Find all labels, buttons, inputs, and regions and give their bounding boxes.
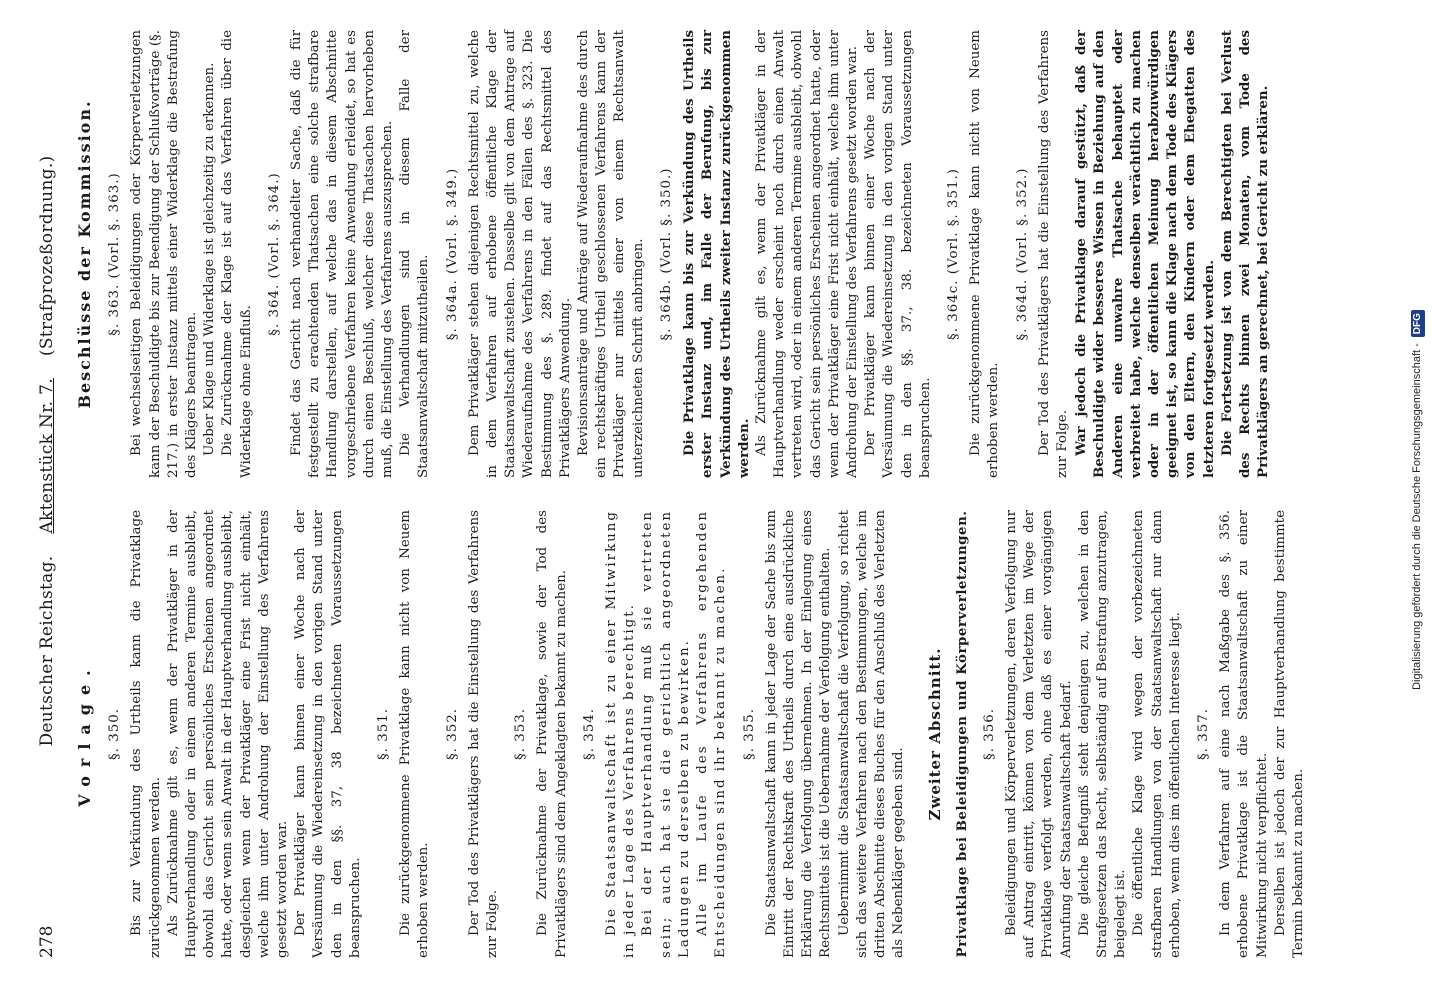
text-columns xyxy=(70,30,1308,958)
paragraph: Ueber Klage und Widerklage ist gleichzeitig zu erkennen. xyxy=(202,62,218,456)
section-heading: Zweiter Abschnitt. xyxy=(926,647,945,821)
paragraph: In dem Verfahren auf eine nach Maßgabe des §. 356. erhobene Privatklage ist die Staatsanwaltschaft zu einer Mitwirkung nicht verpflichtet. xyxy=(1218,510,1270,958)
paragraph: Dem Privatkläger stehen diejenigen Rechtsmittel zu, welche in dem Verfahren auf erhobene öffentliche Klage der Staatsanwaltschaft zustehen. Dasselbe gilt von dem Antrage auf Wiederaufnahme des Verfahrens in den Fällen des §. 323. Die Bestimmung des §. 289. findet auf das Rechtsmittel des Privatklägers Anwendung. xyxy=(466,30,573,478)
paragraph-number: §. 364c. (Vorl. §. 351.) xyxy=(945,168,961,340)
paragraph-number: §. 352. xyxy=(444,707,460,761)
paragraph: Die zurückgenommene Privatklage kann nicht von Neuem erhoben werden. xyxy=(398,510,432,958)
paragraph: Findet das Gericht nach verhandelter Sache, daß die für festgestellt zu erachtenden Thatsachen eine solche strafbare Handlung darstellen, auf welche das in diesem Abschnitte vorgeschriebene Verfahren keine Anwendung erleidet, so hat es durch einen Beschluß, welcher diese Thatsachen hervorheben muß, die Einstellung des Verfahrens auszusprechen. xyxy=(289,30,396,478)
paragraph: Die öffentliche Klage wird wegen der vorbezeichneten strafbaren Handlungen von der Staatsanwaltschaft nur dann erhoben, wenn dies im öffentlichen Interesse liegt. xyxy=(1131,510,1183,958)
paragraph: Die gleiche Befugniß steht denjenigen zu, welchen in den Strafgesetzen das Recht, selbständig auf Bestrafung anzutragen, beigelegt ist. xyxy=(1076,510,1129,958)
paragraph-number: §. 364b. (Vorl. §. 350.) xyxy=(658,167,674,341)
header-right: (Strafprozeßordnung.) xyxy=(37,155,57,357)
paragraph-number: §. 354. xyxy=(581,707,597,761)
paragraph: Revisionsanträge und Anträge auf Wiederaufnahme des durch ein rechtskräftiges Urtheil geschlossenen Verfahrens kann der Privatkläger nur mittels einer von einem Rechtsanwalt unterzeichneten Schrift anbringen. xyxy=(576,30,646,478)
paragraph-number: §. 353. xyxy=(513,707,529,761)
spaced-paragraph: Bei der Hauptverhandlung muß sie vertreten sein; auch hat sie die gerichtlich angeordneten Ladungen zu derselben zu bewirken. xyxy=(640,510,692,958)
paragraph-number: §. 355. xyxy=(741,707,757,761)
spaced-paragraph: Alle im Laufe des Verfahrens ergehenden Entscheidungen sind ihr bekannt zu machen. xyxy=(695,510,729,958)
paragraph: Bis zur Verkündung des Urtheils kann die Privatklage zurückgenommen werden. xyxy=(129,510,163,958)
header-title xyxy=(38,30,56,872)
paragraph: Bei wechselseitigen Beleidigungen oder Körperverletzungen kann der Beschuldigte bis zur Beendigung der Schlußvorträge (§. 217.) in erster Instanz mittels einer Widerklage die Bestrafung des Klägers beantragen. xyxy=(129,30,200,478)
paragraph: Als Zurücknahme gilt es, wenn der Privatkläger in der Hauptverhandlung weder erscheint noch durch einen Anwalt vertreten wird, oder in einem anderen Termine ausbleibt, obwohl das Gericht sein persönliches Erscheinen angeordnet hatte, oder wenn der Privatkläger eine Frist nicht einhält, welche ihm unter Androhung der Einstellung des Verfahrens gesetzt worden war. xyxy=(753,30,860,478)
paragraph: Derselben ist jedoch der zur Hauptverhandlung bestimmte Termin bekannt zu machen. xyxy=(1272,510,1306,958)
column-title-vorlage: Vorlage. xyxy=(75,661,94,807)
paragraph: Die Zurücknahme der Klage ist auf das Verfahren über die Widerklage ohne Einfluß. xyxy=(220,30,254,478)
bold-paragraph: Die Fortsetzung ist von dem Berechtigten bei Verlust des Rechts binnen zwei Monaten, vom Tode des Privatklägers an gerechnet, bei Gericht zu erklären. xyxy=(1218,30,1272,478)
paragraph: Die Zurücknahme der Privatklage, sowie der Tod des Privatklägers sind dem Angeklagten bekannt zu machen. xyxy=(535,510,569,958)
header-left: Deutscher Reichstag. xyxy=(37,555,57,747)
paragraph-number: §. 364. (Vorl. §. 364.) xyxy=(266,172,282,336)
paragraph-number: §. 350. xyxy=(107,707,123,761)
column-title-kommission: Beschlüsse der Kommission. xyxy=(75,99,94,409)
page-header xyxy=(38,30,70,958)
paragraph: Der Privatkläger kann binnen einer Woche nach der Versäumung die Wiedereinsetzung in den vorigen Stand unter den in den §§. 37., 38. bezeichneten Voraussetzungen beanspruchen. xyxy=(863,30,933,478)
digitization-footer xyxy=(1404,0,1430,1000)
paragraph: Als Zurücknahme gilt es, wenn der Privatkläger in der Hauptverhandlung oder in einem anderen Termine ausbleibt, obwohl das Gericht sein persönliches Erscheinen angeordnet hatte, oder wenn sein Anwalt in der Hauptverhandlung ausbleibt, desgleichen wenn der Privatkläger eine Frist nicht einhält, welche ihm unter Androhung der Einstellung des Verfahrens gesetzt worden war. xyxy=(165,510,291,958)
paragraph: Die Verhandlungen sind in diesem Falle der Staatsanwaltschaft mitzutheilen. xyxy=(398,30,432,478)
paragraph: Der Tod des Privatklägers hat die Einstellung des Verfahrens zur Folge. xyxy=(466,510,501,958)
paragraph-number: §. 364a. (Vorl. §. 349.) xyxy=(444,167,460,341)
bold-paragraph: War jedoch die Privatklage darauf gestützt, daß der Beschuldigte wider besseres Wissen in Beziehung auf den Anderen eine unwahre Thatsache behauptet oder verbreitet habe, welche denselben verächtlich zu machen oder in der öffentlichen Meinung herabzuwürdigen geeignet ist, so kann die Klage nach dem Tode des Klägers von den Eltern, den Kindern oder dem Ehegatten des letzteren fortgesetzt werden. xyxy=(1073,30,1217,478)
footer-text: Digitalisierung gefördert durch die Deutsche Forschungsgemeinschaft - xyxy=(1411,343,1423,690)
dfg-logo: DFG xyxy=(1411,310,1425,337)
spaced-paragraph: Die Staatsanwaltschaft ist zu einer Mitwirkung in jeder Lage des Verfahrens berechtigt. xyxy=(604,510,638,958)
bold-paragraph: Die Privatklage kann bis zur Verkündung des Urtheils erster Instanz und, im Falle der Berufung, bis zur Verkündung des Urtheils zweiter Instanz zurückgenommen werden. xyxy=(681,30,752,478)
paragraph: Die zurückgenommene Privatklage kann nicht von Neuem erhoben werden. xyxy=(968,30,1002,478)
paragraph-number: §. 356. xyxy=(981,707,997,761)
paragraph-number: §. 357. xyxy=(1195,707,1211,761)
paragraph: Der Tod des Privatklägers hat die Einstellung des Verfahrens zur Folge. xyxy=(1036,30,1070,478)
paragraph-number: §. 351. xyxy=(376,707,392,761)
header-center: Aktenstück Nr. 7. xyxy=(37,378,57,534)
column-vorlage xyxy=(70,510,1308,958)
paragraph: Die Staatsanwaltschaft kann in jeder Lage der Sache bis zum Eintritt der Rechtskraft des Urtheils durch eine ausdrückliche Erklärung die Verfolgung übernehmen. In der Einlegung eines Rechtsmittels ist die Uebernahme der Verfolgung enthalten. xyxy=(763,510,834,958)
page-number: 278 xyxy=(37,925,57,958)
paragraph-number: §. 363. (Vorl. §. 363.) xyxy=(107,172,123,336)
paragraph-number: §. 364d. (Vorl. §. 352.) xyxy=(1014,167,1030,341)
column-body-vorlage xyxy=(106,510,1308,958)
paragraph: Der Privatkläger kann binnen einer Woche nach der Versäumung die Wiedereinsetzung in den vorigen Stand unter den in den §§. 37, 38 bezeichneten Voraussetzungen beanspruchen. xyxy=(293,510,363,958)
paragraph: Uebernimmt die Staatsanwaltschaft die Verfolgung, so richtet sich das weitere Verfahren nach den Bestimmungen, welche im dritten Abschnitte dieses Buches für den Anschluß des Verletzten als Nebenkläger gegeben sind. xyxy=(836,510,907,958)
column-kommission xyxy=(70,30,1308,478)
column-body-kommission xyxy=(106,30,1272,478)
section-title: Privatklage bei Beleidigungen und Körperverletzungen. xyxy=(953,510,970,958)
paragraph: Beleidigungen und Körperverletzungen, deren Verfolgung nur auf Antrag eintritt, können von dem Verletzten im Wege der Privatklage verfolgt werden, ohne daß es einer vorgängigen Anrufung der Staatsanwaltschaft bedarf. xyxy=(1003,510,1074,958)
